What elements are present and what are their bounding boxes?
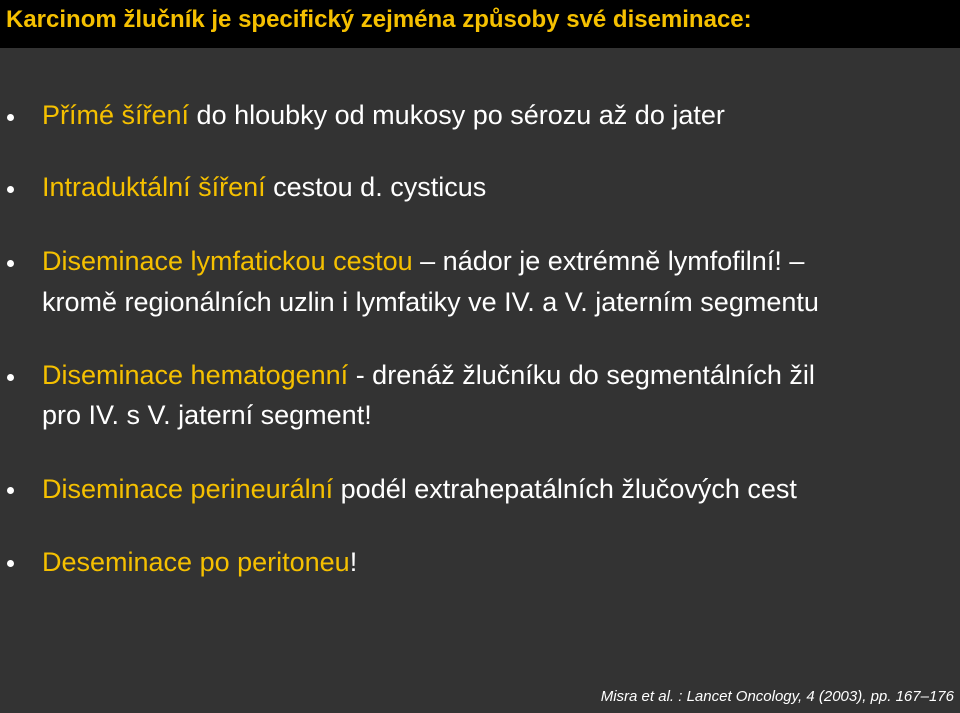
bullet-text: - drenáž žlučníku do segmentálních žil bbox=[348, 360, 815, 390]
bullet-dot bbox=[7, 114, 14, 121]
bullet-text: cestou d. cysticus bbox=[265, 172, 487, 202]
bullet-text: ! bbox=[349, 547, 358, 577]
bullet-hematogenous-spread bbox=[42, 356, 952, 394]
slide-title: Karcinom žlučník je specifický zejména způsoby své diseminace: bbox=[0, 0, 960, 48]
bullet-dot bbox=[7, 186, 14, 193]
bullet-text: podél extrahepatálních žlučových cest bbox=[333, 474, 797, 504]
bullet-highlight: Diseminace perineurální bbox=[42, 474, 334, 504]
bullet-text: do hloubky od mukosy po sérozu až do jater bbox=[189, 100, 725, 130]
bullet-dot bbox=[7, 374, 14, 381]
citation: Misra et al. : Lancet Oncology, 4 (2003), pp. 167–176 bbox=[600, 688, 954, 705]
bullet-direct-spread bbox=[42, 96, 952, 134]
bullet-lymphatic-spread-line2: kromě regionálních uzlin i lymfatiky ve IV. a V. jaterním segmentu bbox=[42, 287, 819, 317]
bullet-highlight: Deseminace po peritoneu bbox=[42, 547, 350, 577]
bullet-highlight: Diseminace hematogenní bbox=[42, 360, 349, 390]
bullet-highlight: Diseminace lymfatickou cestou bbox=[42, 246, 413, 276]
bullet-hematogenous-spread-line2: pro IV. s V. jaterní segment! bbox=[42, 400, 372, 430]
bullet-text: – nádor je extrémně lymfofilní! – bbox=[412, 246, 805, 276]
bullet-highlight: Přímé šíření bbox=[42, 100, 190, 130]
bullet-dot bbox=[7, 487, 14, 494]
bullet-lymphatic-spread bbox=[42, 242, 952, 280]
bullet-peritoneal-spread bbox=[42, 543, 952, 581]
bullet-intraductal-spread bbox=[42, 168, 952, 206]
bullet-dot bbox=[7, 260, 14, 267]
bullet-highlight: Intraduktální šíření bbox=[42, 172, 266, 202]
bullet-perineural-spread bbox=[42, 470, 952, 508]
bullet-dot bbox=[7, 560, 14, 567]
